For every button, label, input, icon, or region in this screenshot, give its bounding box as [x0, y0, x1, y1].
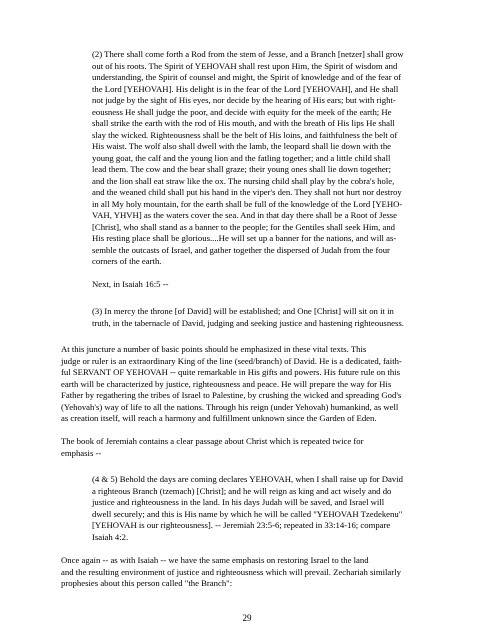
text-line: [YEHOVAH is our righteousness]. -- Jeremiah 23:5-6; repeated in 33:14-16; compare	[92, 520, 391, 530]
text-line: not judge by the sight of His eyes, nor decide by the hearing of His ears; but with right-	[92, 95, 396, 105]
text-line: Next, in Isaiah 16:5 --	[92, 279, 169, 289]
text-line: as creation itself, will reach a harmony and fulfillment unknown since the Garden of Eden.	[61, 413, 377, 423]
zechariah-intro-paragraph	[61, 555, 435, 590]
text-line: a righteous Branch (tzemach) [Christ]; and he will reign as king and act wisely and do	[92, 485, 392, 496]
text-line: and the lion shall eat straw like the ox. The nursing child shall play by the cobra's hole,	[92, 175, 395, 186]
text-line: and the resulting environment of justice and righteousness which will prevail. Zechariah similarly	[61, 566, 401, 577]
text-line: (3) In mercy the throne [of David] will be established; and One [Christ] will sit on it in	[92, 306, 394, 316]
text-line: understanding, the Spirit of counsel and might, the Spirit of knowledge and of the fear of	[92, 72, 402, 82]
text-line: the Lord [YEHOVAH]. His delight is in the fear of the Lord [YEHOVAH], and He shall	[92, 83, 399, 94]
commentary-paragraph	[61, 344, 435, 425]
text-line: dwell securely; and this is His name by which he will be called "YEHOVAH Tzedekenu"	[92, 508, 403, 519]
text-line: judge or ruler is an extraordinary King of the line (seed/branch) of David. He is a dedicated, faith-	[61, 355, 402, 366]
text-line: (Yehovah's) way of life to all the nations. Through his reign (under Yehovah) humankind, as well	[61, 401, 399, 412]
text-line: VAH, YHVH] as the waters cover the sea. And in that day there shall be a Root of Jesse	[92, 210, 397, 220]
jeremiah-quote	[92, 474, 404, 543]
text-line: young goat, the calf and the young lion and the fatling together; and a little child shall	[92, 152, 391, 163]
text-line: justice and righteousness in the land. In his days Judah will be saved, and Israel will	[92, 497, 385, 507]
isaiah-16-intro	[92, 279, 404, 291]
text-line: eousness He shall judge the poor, and decide with equity for the meek of the earth; He	[92, 106, 392, 117]
jeremiah-intro-paragraph	[61, 436, 435, 459]
text-line: At this juncture a number of basic points should be emphasized in these vital texts. This	[61, 344, 367, 354]
text-line: lead them. The cow and the bear shall graze; their young ones shall lie down together;	[92, 164, 391, 174]
text-line: Father by regathering the tribes of Israel to Palestine, by crushing the wicked and spreading God's	[61, 390, 402, 400]
text-line: [Christ], who shall stand as a banner to the people; for the Gentiles shall seek Him, and	[92, 221, 396, 232]
text-line: earth will be characterized by justice, righteousness and peace. He will prepare the way for His	[61, 378, 392, 389]
isaiah-16-quote	[92, 306, 404, 329]
text-line: in all My holy mountain, for the earth shall be full of the knowledge of the Lord [YEHO-	[92, 198, 403, 209]
text-line: The book of Jeremiah contains a clear passage about Christ which is repeated twice for	[61, 436, 364, 446]
text-line: shall strike the earth with the rod of His mouth, and with the breath of His lips He shall	[92, 118, 395, 128]
isaiah-11-quote	[92, 49, 404, 268]
text-line: (2) There shall come forth a Rod from the stem of Jesse, and a Branch [netzer] shall grow	[92, 49, 404, 59]
text-line: prophesies about this person called "the Branch":	[61, 578, 233, 588]
text-line: His resting place shall be glorious....He will set up a banner for the nations, and will as-	[92, 233, 397, 243]
text-line: out of his roots. The Spirit of YEHOVAH shall rest upon Him, the Spirit of wisdom and	[92, 60, 398, 71]
text-line: and the weaned child shall put his hand in the viper's den. They shall not hurt nor destroy	[92, 187, 402, 197]
text-line: Isaiah 4:2.	[92, 531, 129, 542]
page-number: 29	[242, 613, 252, 623]
text-line: Once again -- as with Isaiah -- we have the same emphasis on restoring Israel to the land	[61, 555, 369, 565]
text-line: truth, in the tabernacle of David, judging and seeking justice and hastening righteousness.	[92, 317, 404, 328]
text-line: semble the outcasts of Israel, and gather together the dispersed of Judah from the four	[92, 244, 390, 255]
text-line: slay the wicked. Righteousness shall be the belt of His loins, and faithfulness the belt of	[92, 129, 398, 140]
text-line: ful SERVANT OF YEHOVAH -- quite remarkable in His gifts and powers. His future rule on this	[61, 367, 400, 377]
text-line: emphasis --	[61, 447, 102, 458]
text-line: His waist. The wolf also shall dwell with the lamb, the leopard shall lie down with the	[92, 141, 392, 151]
text-line: (4 & 5) Behold the days are coming declares YEHOVAH, when I shall raise up for David	[92, 474, 403, 484]
text-line: corners of the earth.	[92, 256, 162, 266]
